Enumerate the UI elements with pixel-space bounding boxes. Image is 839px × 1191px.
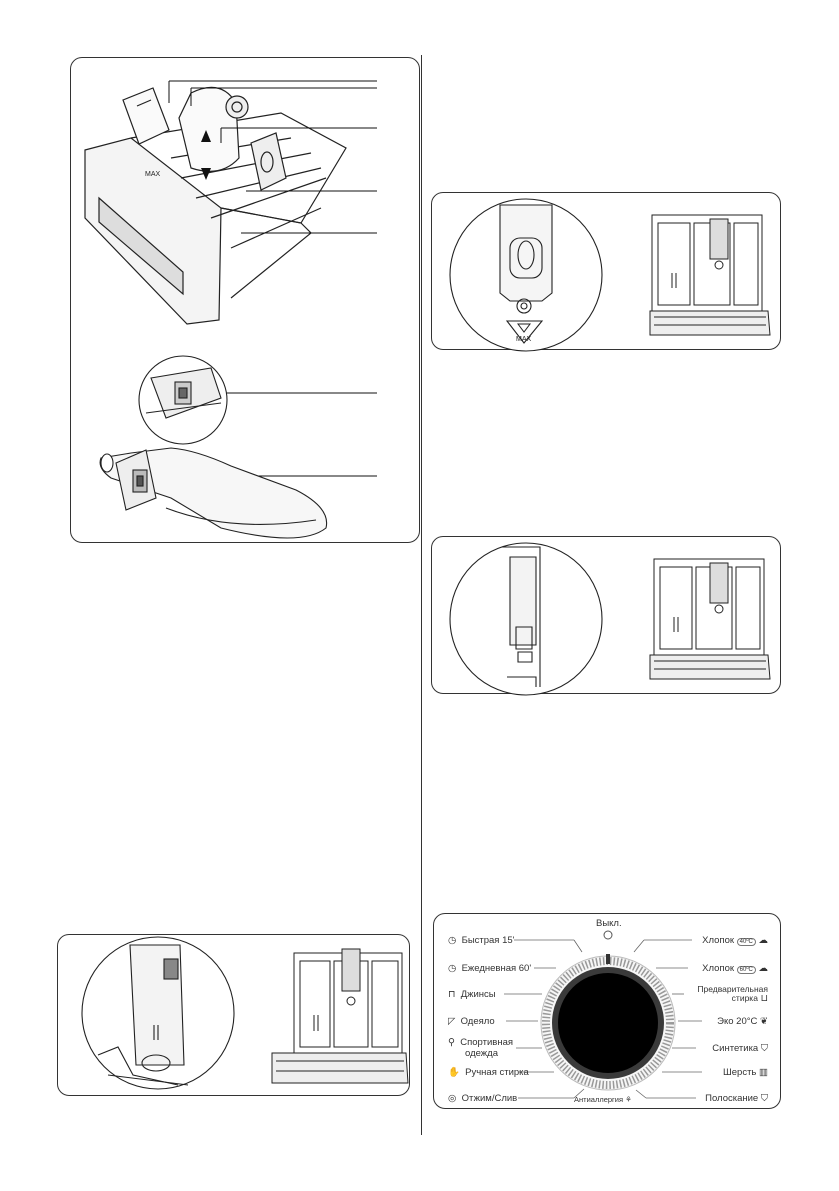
level-indicator-figure-2 (431, 536, 781, 694)
level-illustration-1 (432, 193, 782, 351)
program-blanket[interactable]: ◸ Одеяло (448, 1016, 495, 1027)
blanket-icon: ◸ (448, 1016, 456, 1027)
antiallergy-icon: ⚘ (625, 1095, 632, 1104)
synthetics-icon: ⛉ (760, 1043, 768, 1054)
max-mark-small: MAX (145, 171, 161, 178)
program-jeans[interactable]: ⊓ Джинсы (448, 989, 496, 1000)
program-wool[interactable]: Шерсть ▥ (723, 1067, 768, 1078)
spin-drain-icon: ◎ (448, 1093, 457, 1104)
level-illustration-2 (432, 537, 782, 695)
knob-pointer (606, 954, 610, 964)
removal-illustration (58, 935, 411, 1097)
program-prewash[interactable]: Предварительная стирка ⊔ (697, 984, 768, 1004)
program-cotton40[interactable]: Хлопок 40ºC ☁ (702, 935, 768, 946)
column-separator (421, 55, 422, 1135)
max-mark: MAX (516, 336, 532, 343)
clock-icon: ◷ (448, 935, 457, 946)
off-label: Выкл. (596, 918, 622, 929)
prewash-icon: ⊔ (760, 993, 768, 1004)
program-antiallergy[interactable]: Антиаллергия ⚘ (574, 1095, 632, 1104)
cotton-icon: ☁ (758, 963, 768, 974)
rinse-icon: ⛉ (760, 1093, 768, 1104)
program-quick15[interactable]: ◷ Быстрая 15' (448, 935, 515, 946)
level-indicator-figure-1 (431, 192, 781, 350)
cotton-icon: ☁ (758, 935, 768, 946)
handwash-icon: ✋ (448, 1067, 460, 1078)
clock-icon: ◷ (448, 963, 457, 974)
control-panel-figure (433, 913, 781, 1109)
program-spin-drain[interactable]: ◎ Отжим/Слив (448, 1093, 518, 1104)
jeans-icon: ⊓ (448, 989, 456, 1000)
program-handwash[interactable]: ✋ Ручная стирка (448, 1067, 529, 1078)
program-synthetics[interactable]: Синтетика ⛉ (712, 1043, 768, 1054)
program-daily60[interactable]: ◷ Ежедневная 60' (448, 963, 532, 974)
program-rinse[interactable]: Полоскание ⛉ (705, 1093, 768, 1104)
wool-icon: ▥ (759, 1067, 768, 1078)
drawer-illustration (71, 58, 421, 544)
sportswear-icon: ⚲ (448, 1037, 455, 1048)
off-indicator-icon (604, 931, 612, 939)
program-cotton60[interactable]: Хлопок 60ºC ☁ (702, 963, 768, 974)
program-eco20[interactable]: Эко 20°С ❦ (717, 1016, 768, 1027)
drawer-removal-figure (57, 934, 410, 1096)
detergent-drawer-figure (70, 57, 420, 543)
program-knob (558, 973, 658, 1073)
eco-leaf-icon: ❦ (760, 1016, 768, 1027)
program-sportswear[interactable]: ⚲ Спортивная одежда (448, 1037, 513, 1059)
